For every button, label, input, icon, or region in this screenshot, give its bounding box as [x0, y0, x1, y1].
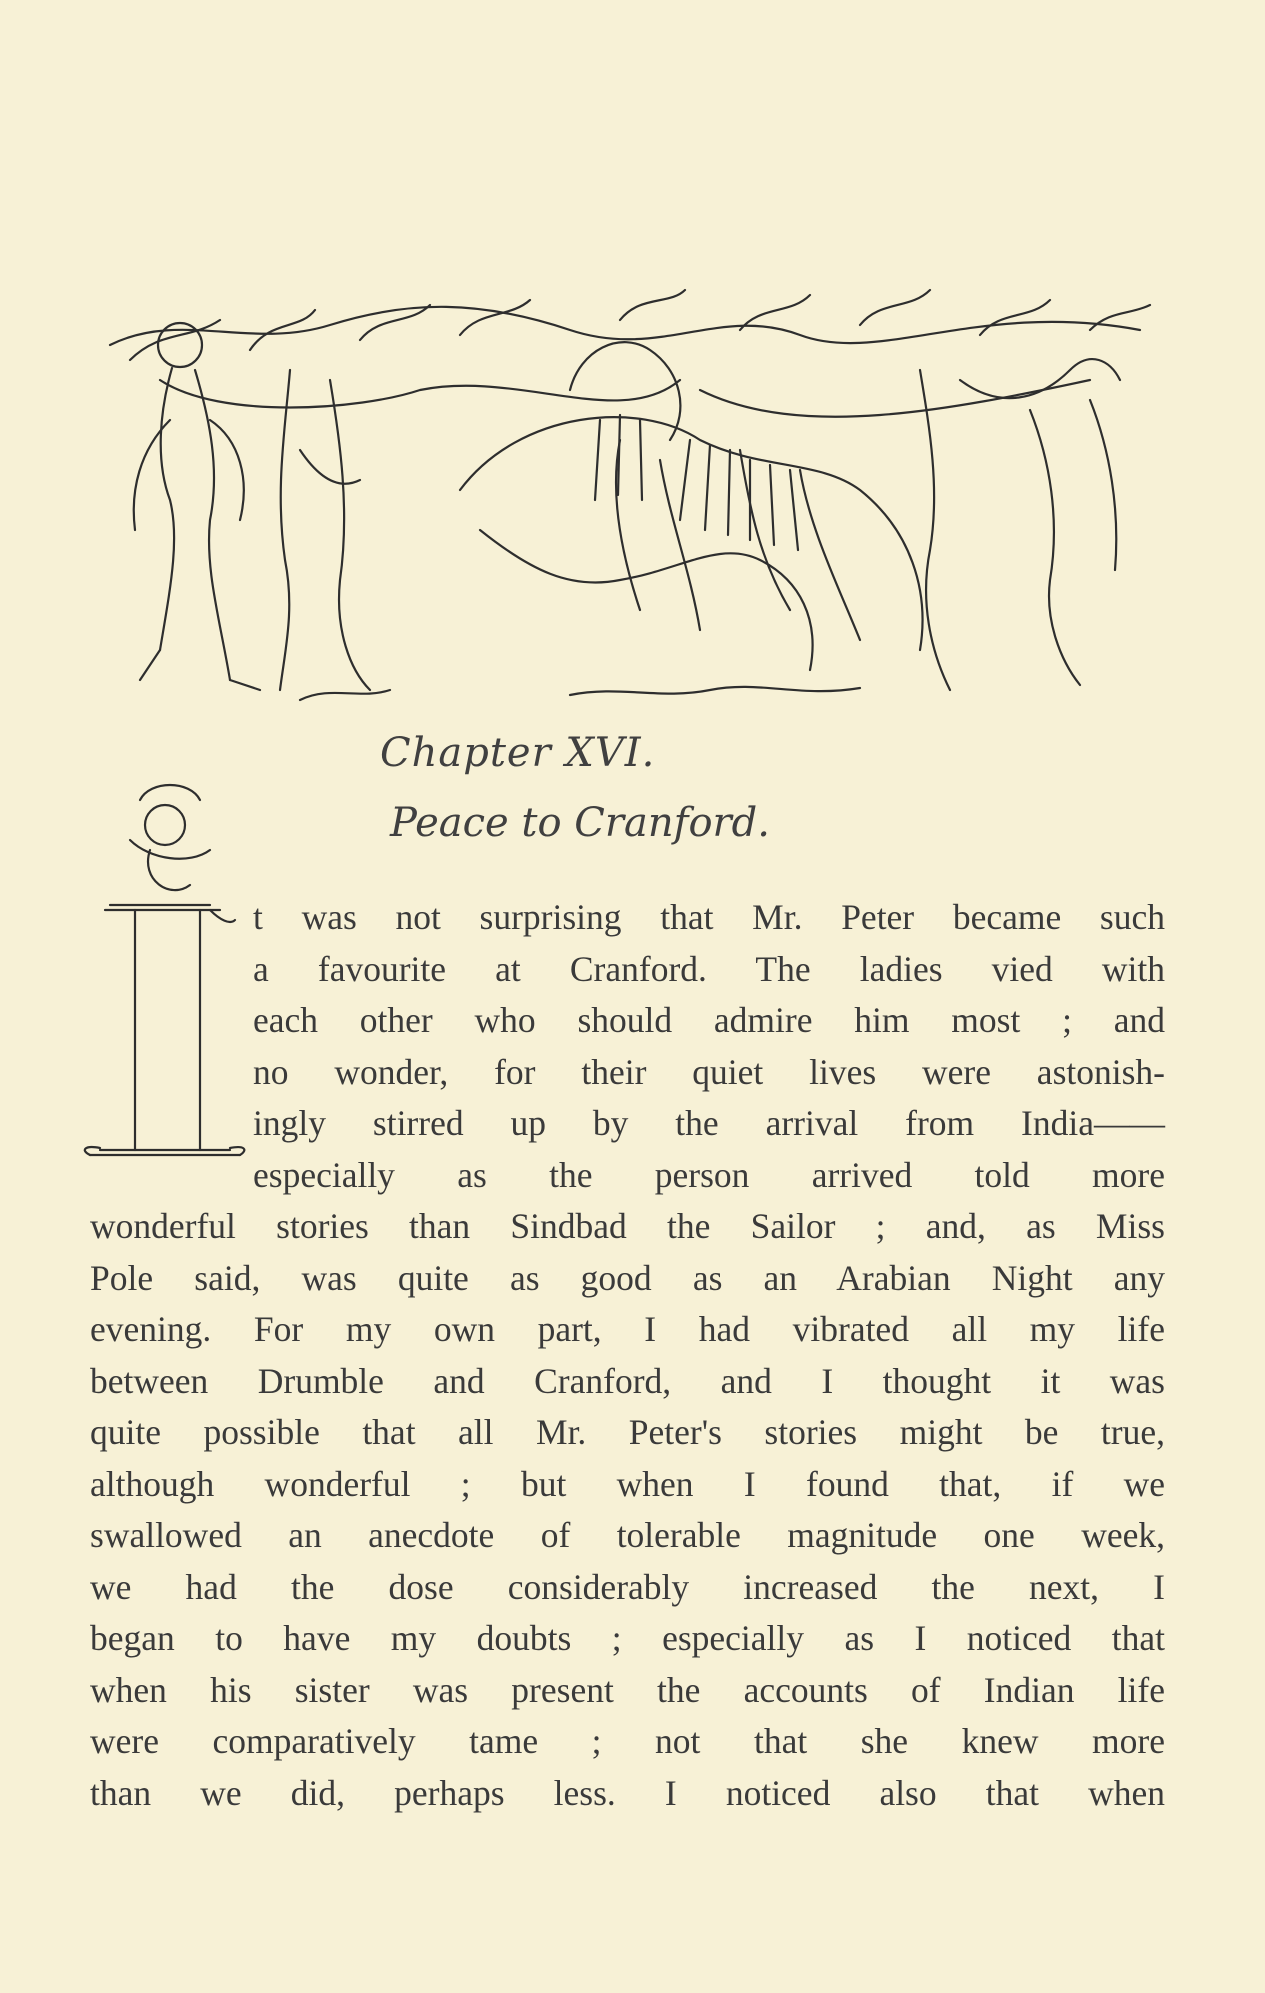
- text-line: quite possible that all Mr. Peter's stories might be true,: [90, 1412, 1165, 1452]
- text-line: no wonder, for their quiet lives were astonish-: [253, 1051, 1165, 1092]
- text-line: began to have my doubts ; especially as I noticed that: [90, 1618, 1165, 1658]
- text-line: wonderful stories than Sindbad the Sailor ; and, as Miss: [90, 1206, 1165, 1246]
- headpiece-illustration: [100, 290, 1160, 710]
- chapter-title: Chapter XVI.: [380, 730, 656, 776]
- text-line: swallowed an anecdote of tolerable magnitude one week,: [90, 1515, 1165, 1555]
- chapter-subtitle: Peace to Cranford.: [390, 800, 770, 846]
- text-line: evening. For my own part, I had vibrated all my life: [90, 1309, 1165, 1349]
- text-line: ingly stirred up by the arrival from India——: [253, 1103, 1165, 1143]
- text-line: a favourite at Cranford. The ladies vied with: [253, 948, 1165, 989]
- text-line: than we did, perhaps less. I noticed also that when: [90, 1772, 1165, 1813]
- text-line: each other who should admire him most ; and: [253, 1000, 1165, 1040]
- text-line: were comparatively tame ; not that she knew more: [90, 1721, 1165, 1761]
- body-text: [90, 892, 1165, 1819]
- text-line: Pole said, was quite as good as an Arabian Night any: [90, 1257, 1165, 1298]
- text-line: we had the dose considerably increased the next, I: [90, 1566, 1165, 1607]
- text-line: when his sister was present the accounts of Indian life: [90, 1669, 1165, 1710]
- text-line: especially as the person arrived told more: [253, 1154, 1165, 1195]
- text-line: t was not surprising that Mr. Peter became such: [253, 897, 1165, 937]
- text-line: between Drumble and Cranford, and I thought it was: [90, 1360, 1165, 1401]
- drop-cap-letter: I: [70, 757, 76, 774]
- text-line: although wonderful ; but when I found that, if we: [90, 1463, 1165, 1504]
